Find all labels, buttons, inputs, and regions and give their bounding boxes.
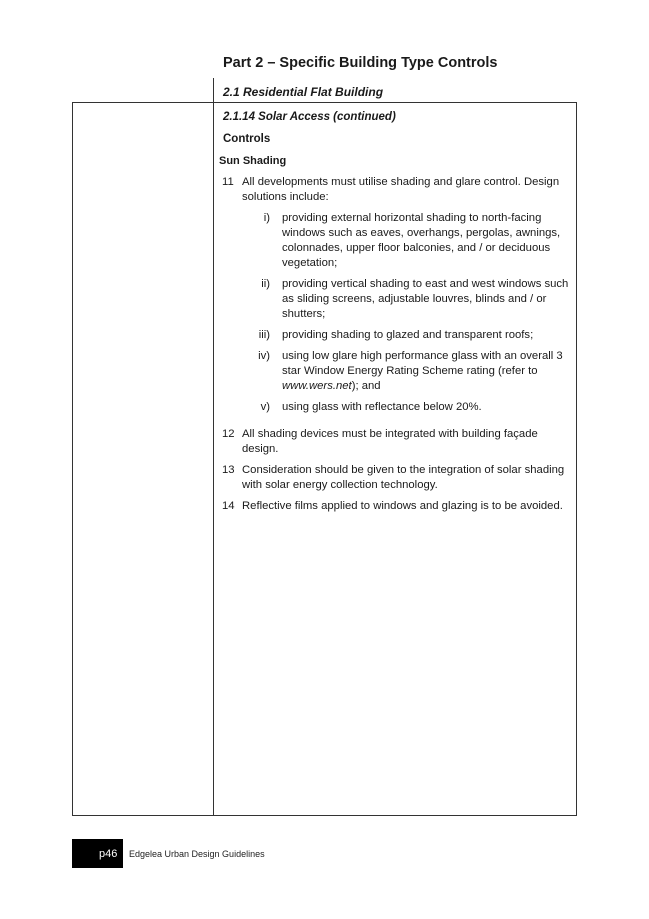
control-item-14	[222, 499, 572, 514]
page-number: p46	[99, 848, 118, 860]
content-column	[219, 110, 572, 520]
column-divider	[213, 102, 214, 816]
item-number: 13	[222, 464, 235, 476]
control-item-11	[222, 175, 572, 421]
sub-item-text: providing external horizontal shading to north-facing windows such as eaves, overhangs, pergolas, awnings, colonnades, upper floor balconies, and / or deciduous vegetation;	[282, 212, 561, 269]
sub-item-number: ii)	[261, 278, 270, 290]
control-item-12	[222, 427, 572, 457]
sub-item-text	[282, 349, 572, 394]
item-number: 14	[222, 500, 235, 512]
sun-shading-heading: Sun Shading	[219, 155, 287, 167]
item-text: All developments must utilise shading and glare control. Design solutions include:	[242, 176, 560, 203]
sub-item-text: using glass with reflectance below 20%.	[282, 401, 482, 413]
sub-item-text-before: using low glare high performance glass with an overall 3 star Window Energy Rating Scheme rating (refer to	[282, 350, 563, 377]
item-text: Reflective films applied to windows and glazing is to be avoided.	[242, 500, 563, 512]
wers-link[interactable]: www.wers.net	[282, 380, 352, 392]
page-number-badge	[72, 839, 123, 868]
page-title: Part 2 – Specific Building Type Controls	[223, 55, 498, 71]
controls-heading: Controls	[223, 133, 271, 145]
sub-item-number: iv)	[258, 350, 270, 362]
item-number: 11	[222, 176, 234, 188]
footer-title: Edgelea Urban Design Guidelines	[129, 849, 265, 859]
item-text: All shading devices must be integrated with building façade design.	[242, 428, 538, 455]
sub-item-number: iii)	[258, 329, 270, 341]
sub-item-v	[242, 400, 572, 415]
sub-item-text: providing shading to glazed and transparent roofs;	[282, 329, 534, 341]
subsection-title: 2.1.14 Solar Access (continued)	[223, 111, 396, 123]
item-text: Consideration should be given to the integration of solar shading with solar energy collection technology.	[242, 464, 565, 491]
section-title: 2.1 Residential Flat Building	[223, 85, 384, 99]
sub-item-iv	[242, 349, 572, 394]
column-divider-top	[213, 78, 214, 103]
sub-item-i	[242, 211, 572, 271]
sub-item-text-after: ); and	[351, 380, 381, 392]
design-solutions-list	[242, 211, 572, 415]
sub-item-number: v)	[260, 401, 270, 413]
sub-item-ii	[242, 277, 572, 322]
sub-item-number: i)	[263, 212, 270, 224]
item-number: 12	[222, 428, 235, 440]
sub-item-iii	[242, 328, 572, 343]
control-item-13	[222, 463, 572, 493]
sub-item-text: providing vertical shading to east and west windows such as sliding screens, adjustable louvres, blinds and / or shutters;	[282, 278, 569, 320]
